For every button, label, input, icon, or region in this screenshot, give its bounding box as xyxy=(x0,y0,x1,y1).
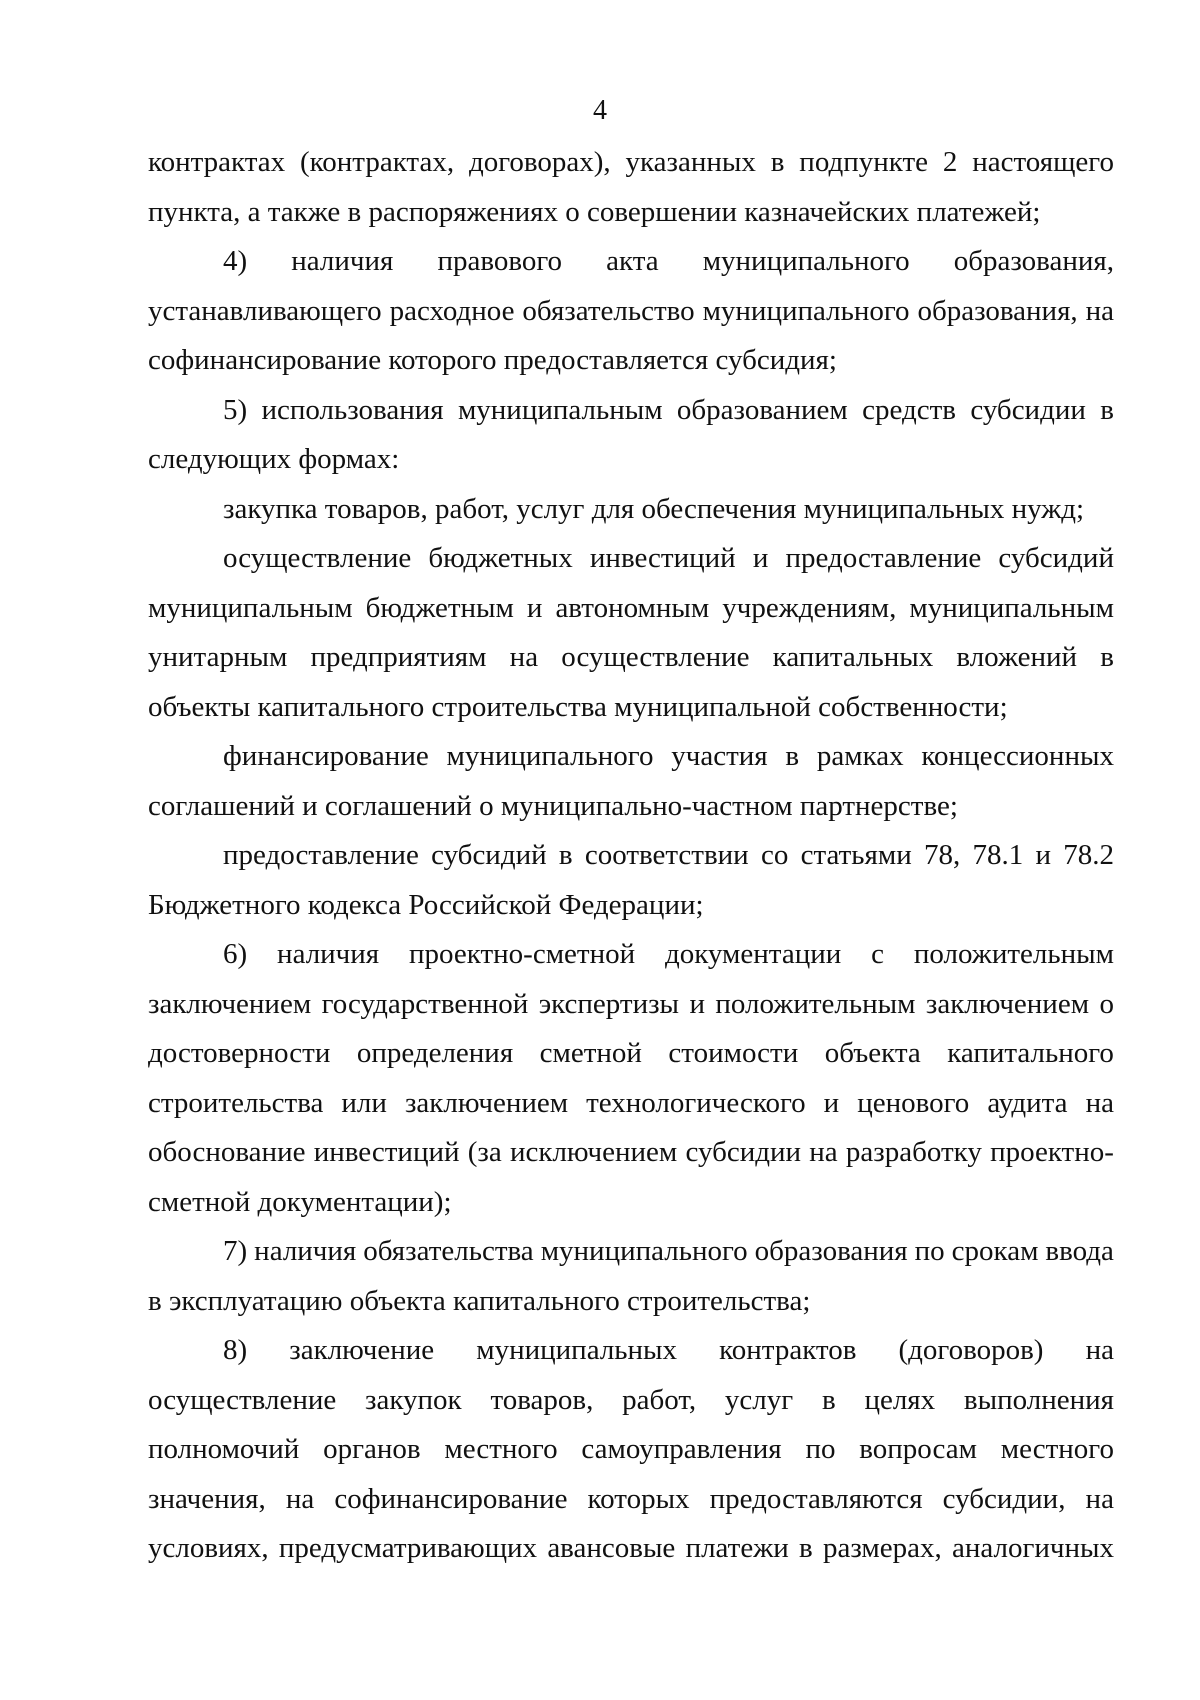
word: (договоров) xyxy=(898,1334,1044,1366)
word: размерах, xyxy=(822,1532,942,1564)
word: местного xyxy=(1000,1433,1114,1465)
word: в xyxy=(785,740,800,772)
word: работ, xyxy=(622,1383,697,1416)
word: (контрактах, xyxy=(300,146,455,178)
word: закупок xyxy=(365,1383,462,1416)
word: предоставляются xyxy=(709,1482,923,1515)
word: органов xyxy=(323,1433,421,1465)
word: исключением xyxy=(509,1136,678,1168)
text-line xyxy=(148,732,1114,782)
word: в xyxy=(1100,641,1114,673)
word: 78.2 xyxy=(1063,839,1114,871)
word: на xyxy=(809,1136,838,1168)
word: и xyxy=(1035,839,1051,871)
word: в xyxy=(1100,393,1114,426)
word: учреждениям, xyxy=(722,591,897,624)
word: по xyxy=(914,1235,945,1267)
text-line xyxy=(148,930,1114,980)
word: на xyxy=(509,641,539,673)
word: о xyxy=(1099,987,1114,1020)
word: аналогичных xyxy=(952,1532,1114,1564)
word: стоимости xyxy=(668,1037,799,1069)
word: автономным xyxy=(555,591,710,624)
word: предоставление xyxy=(785,542,982,574)
word: услуг xyxy=(724,1383,794,1416)
text-line xyxy=(148,1524,1114,1574)
text-line xyxy=(148,831,1114,881)
text-line: пункта, а также в распоряжениях о совершении казначейских платежей; xyxy=(148,195,1041,228)
word: вопросам xyxy=(859,1433,977,1465)
word: договорах), xyxy=(468,146,611,178)
word: указанных xyxy=(625,146,756,178)
word: заключением xyxy=(925,987,1090,1020)
word: или xyxy=(341,1086,387,1119)
word: сметной xyxy=(539,1037,642,1069)
word: и xyxy=(823,1086,840,1119)
text-line: Бюджетного кодекса Российской Федерации; xyxy=(148,888,704,921)
word: и xyxy=(689,987,705,1020)
text-line xyxy=(148,1425,1114,1475)
text-line: софинансирование которого предоставляется субсидия; xyxy=(148,344,837,376)
word: на xyxy=(1085,294,1114,327)
word: заключение xyxy=(289,1334,435,1366)
word: подпункте xyxy=(799,146,929,178)
text-line: соглашений и соглашений о муниципально-частном партнерстве; xyxy=(148,789,958,822)
text-line xyxy=(148,386,1114,436)
word: муниципального xyxy=(446,740,654,772)
word: бюджетных xyxy=(428,542,573,574)
word: с xyxy=(871,938,885,970)
word: 2 xyxy=(942,146,958,178)
word: заключением xyxy=(404,1086,569,1119)
word: 78, xyxy=(923,839,961,871)
text-line xyxy=(148,1326,1114,1376)
word: определения xyxy=(356,1037,514,1069)
word: образования xyxy=(754,1235,908,1267)
word: статьями xyxy=(800,839,912,871)
word: концессионных xyxy=(921,740,1114,772)
word: 4) xyxy=(223,245,248,277)
word: субсидий xyxy=(998,542,1114,574)
word: настоящего xyxy=(972,146,1114,178)
text-line xyxy=(148,1079,1114,1129)
word: технологического xyxy=(586,1086,806,1119)
word: в xyxy=(821,1383,836,1416)
word: финансирование xyxy=(223,740,429,772)
word: авансовые xyxy=(547,1532,676,1564)
word: предприятиям xyxy=(310,641,487,673)
word: и xyxy=(526,591,543,624)
text-line xyxy=(148,534,1114,584)
word: вложений xyxy=(956,641,1078,673)
word: образования, xyxy=(953,245,1114,277)
word: осуществление xyxy=(223,542,412,574)
word: проектно- xyxy=(990,1136,1114,1168)
word: осуществление xyxy=(148,1383,337,1416)
word: на xyxy=(1085,1086,1114,1119)
word: средств xyxy=(862,393,956,426)
word: муниципальных xyxy=(476,1334,678,1366)
word: наличия xyxy=(254,1235,357,1267)
word: обоснование xyxy=(148,1136,306,1168)
document-body xyxy=(148,138,1114,1574)
word: значения, xyxy=(148,1482,266,1515)
word: (за xyxy=(467,1136,502,1168)
word: капитальных xyxy=(772,641,934,673)
word: муниципальным xyxy=(909,591,1114,624)
word: которых xyxy=(587,1482,690,1515)
word: проектно-сметной xyxy=(409,938,636,970)
word: бюджетным xyxy=(365,591,514,624)
text-line: закупка товаров, работ, услуг для обеспечения муниципальных нужд; xyxy=(223,492,1085,525)
word: предоставление xyxy=(223,839,419,871)
word: платежи xyxy=(685,1532,789,1564)
word: муниципального xyxy=(702,245,910,277)
word: товаров, xyxy=(490,1383,594,1416)
word: полномочий xyxy=(148,1433,300,1465)
word: ввода xyxy=(1045,1235,1114,1267)
word: правового xyxy=(437,245,563,277)
word: предусматривающих xyxy=(278,1532,538,1564)
text-line xyxy=(148,1227,1114,1277)
word: и xyxy=(752,542,769,574)
word: 8) xyxy=(223,1334,248,1366)
word: рамках xyxy=(816,740,904,772)
text-line xyxy=(148,1376,1114,1426)
word: участия xyxy=(671,740,768,772)
word: местного xyxy=(444,1433,558,1465)
word: обязательство xyxy=(522,294,695,327)
text-line: объекты капитального строительства муниципальной собственности; xyxy=(148,690,1008,723)
word: в xyxy=(799,1532,813,1564)
word: образованием xyxy=(676,393,848,426)
word: в xyxy=(770,146,785,178)
text-line xyxy=(148,633,1114,683)
word: субсидии xyxy=(970,393,1086,426)
word: образования, xyxy=(917,294,1078,327)
word: документации xyxy=(665,938,842,970)
word: аудита xyxy=(987,1086,1068,1119)
word: акта xyxy=(606,245,659,277)
word: экспертизы xyxy=(538,987,680,1020)
word: муниципального xyxy=(540,1235,748,1267)
word: муниципального xyxy=(702,294,910,327)
word: положительным xyxy=(913,938,1114,970)
word: муниципальным xyxy=(148,591,353,624)
word: контрактов xyxy=(719,1334,857,1366)
text-line xyxy=(148,584,1114,634)
text-line xyxy=(148,1128,1114,1178)
word: достоверности xyxy=(148,1037,331,1069)
word: положительным xyxy=(715,987,916,1020)
word: условиях, xyxy=(148,1532,269,1564)
word: устанавливающего xyxy=(148,294,382,327)
word: инвестиций xyxy=(313,1136,460,1168)
word: субсидии xyxy=(685,1136,802,1168)
word: заключением xyxy=(148,987,312,1020)
word: 5) xyxy=(223,393,248,426)
word: унитарным xyxy=(148,641,288,673)
word: соответствии xyxy=(584,839,749,871)
word: инвестиций xyxy=(589,542,736,574)
word: наличия xyxy=(291,245,394,277)
text-line: следующих формах: xyxy=(148,443,400,475)
word: на xyxy=(1085,1334,1114,1366)
word: использования xyxy=(261,393,444,426)
text-line xyxy=(148,980,1114,1030)
word: муниципальным xyxy=(457,393,663,426)
word: контрактах xyxy=(148,146,286,178)
word: осуществление xyxy=(561,641,750,673)
text-line xyxy=(148,237,1114,287)
word: государственной xyxy=(321,987,529,1020)
word: 6) xyxy=(223,938,248,970)
word: целях xyxy=(864,1383,936,1416)
word: разработку xyxy=(845,1136,982,1168)
text-line xyxy=(148,287,1114,337)
word: 78.1 xyxy=(972,839,1024,871)
word: обязательства xyxy=(363,1235,534,1267)
word: срокам xyxy=(951,1235,1039,1267)
word: наличия xyxy=(277,938,380,970)
word: объекта xyxy=(824,1037,921,1069)
word: в xyxy=(558,839,573,871)
text-line: в эксплуатацию объекта капитального строительства; xyxy=(148,1284,811,1317)
text-line: сметной документации); xyxy=(148,1185,452,1218)
word: расходное xyxy=(389,294,515,327)
word: строительства xyxy=(148,1086,324,1119)
word: самоуправления xyxy=(581,1433,782,1465)
page-number: 4 xyxy=(593,95,607,126)
word: субсидии, xyxy=(942,1482,1066,1515)
word: субсидий xyxy=(431,839,547,871)
word: софинансирование xyxy=(334,1482,568,1515)
word: ценового xyxy=(857,1086,970,1119)
word: на xyxy=(1085,1482,1114,1515)
text-line xyxy=(148,1029,1114,1079)
word: выполнения xyxy=(963,1383,1114,1416)
word: по xyxy=(805,1433,836,1465)
text-line xyxy=(148,1475,1114,1525)
word: капитального xyxy=(947,1037,1114,1069)
word: 7) xyxy=(223,1235,248,1267)
word: на xyxy=(285,1482,315,1515)
word: со xyxy=(760,839,789,871)
text-line xyxy=(148,138,1114,188)
